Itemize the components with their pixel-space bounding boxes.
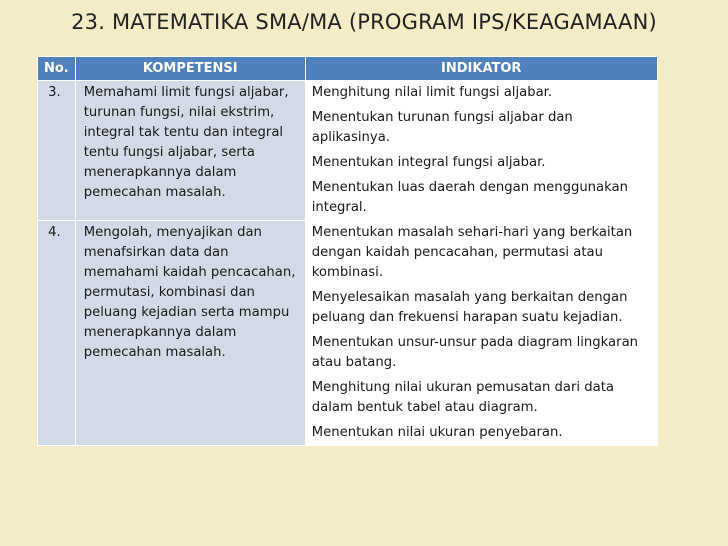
- indikator-cell: Menentukan unsur-unsur pada diagram lingkaran atau batang.: [305, 331, 657, 376]
- table-row: [38, 221, 658, 286]
- indikator-cell: Menyelesaikan masalah yang berkaitan dengan peluang dan frekuensi harapan suatu kejadian.: [305, 286, 657, 331]
- indikator-cell: Menentukan luas daerah dengan menggunakan integral.: [305, 176, 657, 221]
- header-no: No.: [38, 57, 76, 81]
- header-kompetensi: KOMPETENSI: [75, 57, 305, 81]
- table-header-row: [38, 57, 658, 81]
- row-number: 4.: [38, 221, 76, 446]
- indikator-cell: Menentukan masalah sehari-hari yang berkaitan dengan kaidah pencacahan, permutasi atau kombinasi.: [305, 221, 657, 286]
- header-indikator: INDIKATOR: [305, 57, 657, 81]
- competency-table: [37, 56, 658, 446]
- kompetensi-cell: Memahami limit fungsi aljabar, turunan fungsi, nilai ekstrim, integral tak tentu dan integral tentu fungsi aljabar, serta menerapkannya dalam pemecahan masalah.: [75, 81, 305, 221]
- table-row: [38, 81, 658, 106]
- indikator-cell: Menentukan integral fungsi aljabar.: [305, 151, 657, 176]
- page-title: 23. MATEMATIKA SMA/MA (PROGRAM IPS/KEAGAMAAN): [71, 10, 657, 34]
- kompetensi-cell: Mengolah, menyajikan dan menafsirkan data dan memahami kaidah pencacahan, permutasi, kombinasi dan peluang kejadian serta mampu menerapkannya dalam pemecahan masalah.: [75, 221, 305, 446]
- indikator-cell: Menentukan turunan fungsi aljabar dan aplikasinya.: [305, 106, 657, 151]
- indikator-cell: Menghitung nilai ukuran pemusatan dari data dalam bentuk tabel atau diagram.: [305, 376, 657, 421]
- row-number: 3.: [38, 81, 76, 221]
- indikator-cell: Menghitung nilai limit fungsi aljabar.: [305, 81, 657, 106]
- indikator-cell: Menentukan nilai ukuran penyebaran.: [305, 421, 657, 446]
